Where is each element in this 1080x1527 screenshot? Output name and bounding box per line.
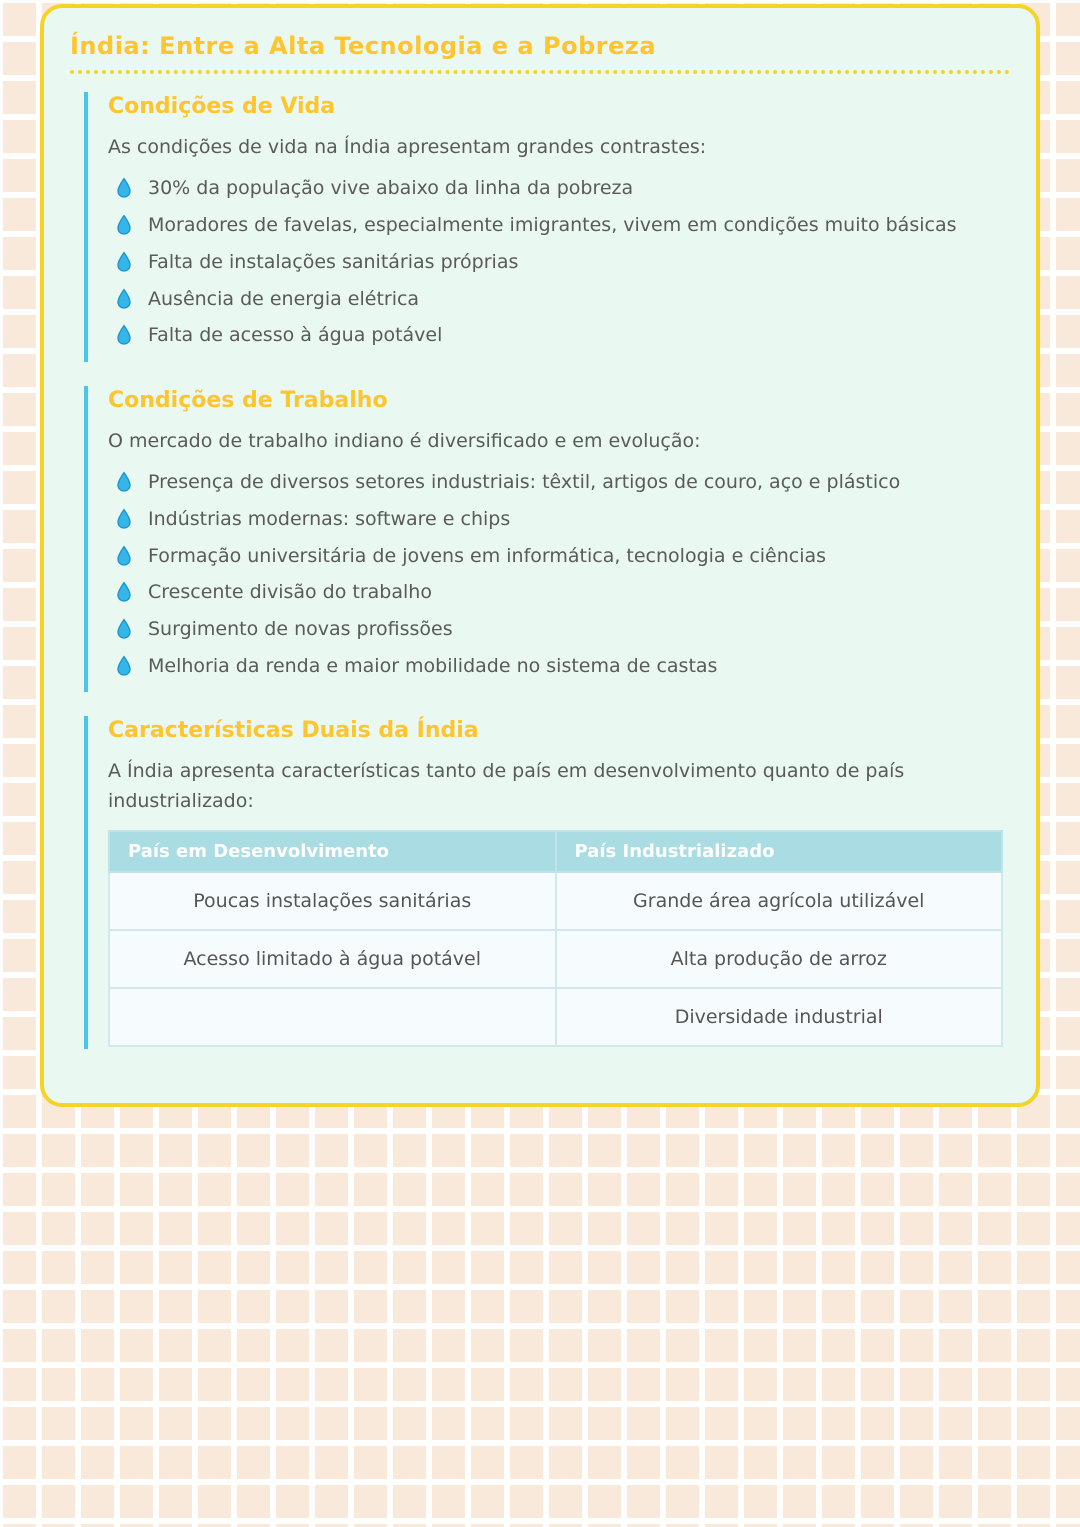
- list-item: [116, 213, 1010, 238]
- bullet-text: Presença de diversos setores industriais: têxtil, artigos de couro, aço e plástico: [148, 471, 901, 494]
- table-cell: Grande área agrícola utilizável: [556, 872, 1003, 930]
- table-cell: [109, 988, 556, 1046]
- bullet-text: Ausência de energia elétrica: [148, 287, 420, 310]
- list-item: [116, 544, 1010, 569]
- list-item: [116, 176, 1010, 201]
- bullet-text: Crescente divisão do trabalho: [148, 581, 432, 604]
- section-condicoes-de-trabalho: [84, 386, 1010, 693]
- water-drop-icon: [116, 177, 132, 199]
- section-heading: Características Duais da Índia: [108, 718, 479, 744]
- table-header-pais-industrializado: País Industrializado: [556, 831, 1003, 872]
- list-item: [116, 323, 1010, 348]
- section-intro: A Índia apresenta características tanto de país em desenvolvimento quanto de país industrializado:: [108, 760, 905, 812]
- table-row: [109, 930, 1002, 988]
- water-drop-icon: [116, 581, 132, 603]
- section-intro: O mercado de trabalho indiano é diversificado e em evolução:: [108, 429, 701, 452]
- table-row: [109, 988, 1002, 1046]
- bullet-text: Falta de acesso à água potável: [148, 324, 443, 347]
- list-item: [116, 617, 1010, 642]
- table-row: [109, 872, 1002, 930]
- list-item: [116, 470, 1010, 495]
- water-drop-icon: [116, 471, 132, 493]
- table-header-row: [109, 831, 1002, 872]
- title-dotted-divider: [70, 70, 1010, 74]
- section-intro: As condições de vida na Índia apresentam grandes contrastes:: [108, 136, 707, 158]
- bullet-text: Moradores de favelas, especialmente imigrantes, vivem em condições muito básicas: [148, 214, 957, 237]
- dual-characteristics-table: [108, 830, 1003, 1047]
- section-heading: Condições de Vida: [108, 94, 336, 119]
- water-drop-icon: [116, 545, 132, 567]
- page-title: Índia: Entre a Alta Tecnologia e a Pobreza: [70, 32, 657, 60]
- section-heading: Condições de Trabalho: [108, 387, 388, 413]
- bullet-text: Falta de instalações sanitárias próprias: [148, 250, 519, 273]
- table-cell: Alta produção de arroz: [556, 930, 1003, 988]
- water-drop-icon: [116, 214, 132, 236]
- water-drop-icon: [116, 655, 132, 677]
- list-item: [116, 287, 1010, 312]
- content-card: [40, 4, 1040, 1107]
- bullet-text: Formação universitária de jovens em informática, tecnologia e ciências: [148, 544, 827, 567]
- list-item: [116, 507, 1010, 532]
- water-drop-icon: [116, 324, 132, 346]
- list-item: [116, 654, 1010, 679]
- bullet-list: [108, 470, 1010, 678]
- table-cell: Diversidade industrial: [556, 988, 1003, 1046]
- bullet-text: 30% da população vive abaixo da linha da pobreza: [148, 177, 634, 200]
- bullet-text: Melhoria da renda e maior mobilidade no sistema de castas: [148, 654, 718, 677]
- section-caracteristicas-duais: [84, 716, 1010, 1049]
- bullet-list: [108, 176, 1010, 347]
- section-condicoes-de-vida: [84, 92, 1010, 362]
- water-drop-icon: [116, 618, 132, 640]
- bullet-text: Indústrias modernas: software e chips: [148, 508, 511, 530]
- bullet-text: Surgimento de novas profissões: [148, 618, 453, 641]
- table-cell: Poucas instalações sanitárias: [109, 872, 556, 930]
- water-drop-icon: [116, 288, 132, 310]
- table-cell: Acesso limitado à água potável: [109, 930, 556, 988]
- list-item: [116, 580, 1010, 605]
- water-drop-icon: [116, 508, 132, 530]
- table-header-pais-em-desenvolvimento: País em Desenvolvimento: [109, 831, 556, 872]
- water-drop-icon: [116, 251, 132, 273]
- list-item: [116, 250, 1010, 275]
